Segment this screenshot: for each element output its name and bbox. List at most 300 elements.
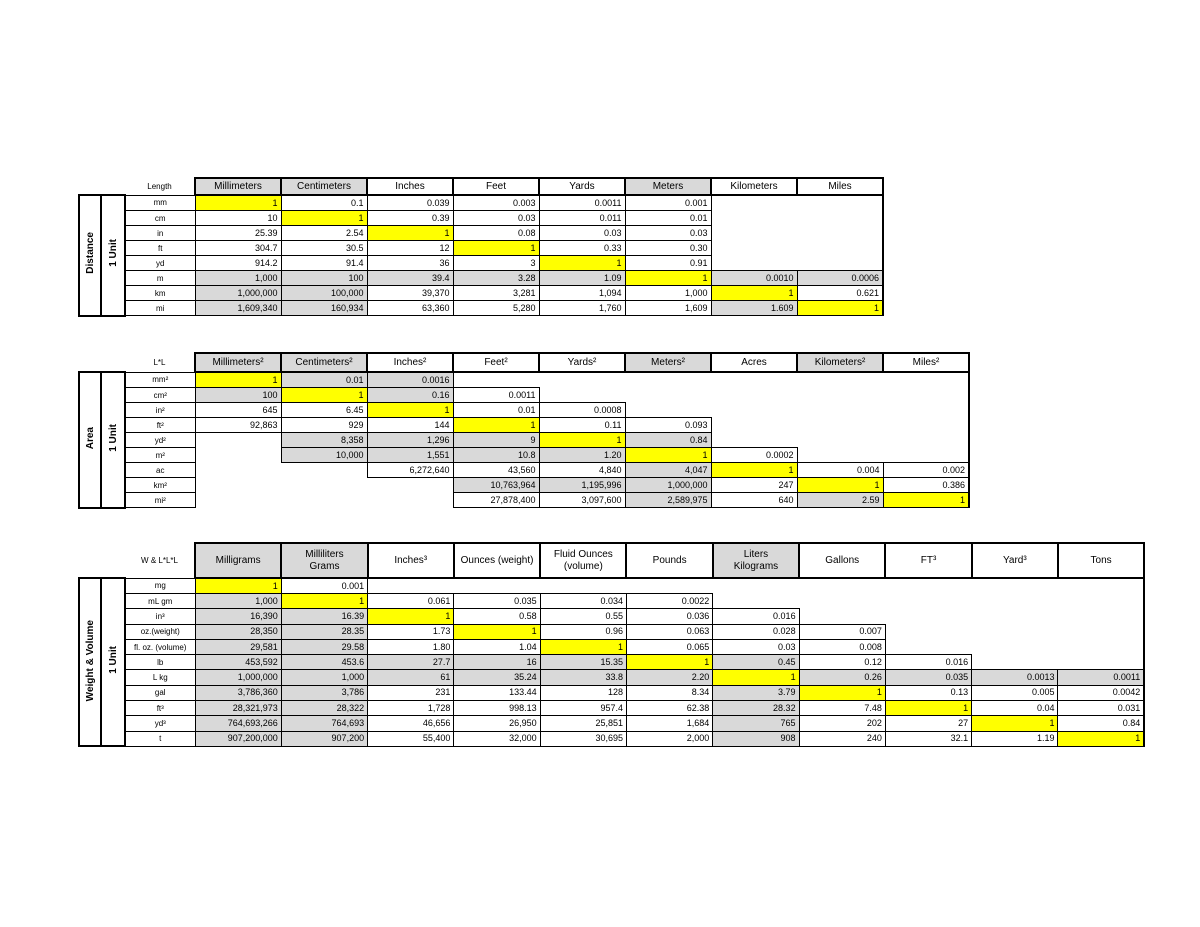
value-cell: 1 [454,624,540,639]
column-header-text: Millimeters² [212,357,264,368]
empty-cell [195,463,281,478]
empty-cell [972,609,1058,624]
value-cell: 0.0011 [453,388,539,403]
column-header-text: Kilometers [730,181,778,192]
empty-cell [711,388,797,403]
empty-cell [797,433,883,448]
value-cell: 3 [453,256,539,271]
value-cell: 1.609 [711,301,797,316]
value-cell: 1,609 [625,301,711,316]
table-row [79,594,1144,609]
empty-cell [972,655,1058,670]
column-header-text: (volume) [563,560,603,572]
row-label: in [125,226,195,241]
value-cell: 1 [281,594,367,609]
value-cell: 240 [799,731,885,746]
value-cell: 0.84 [1058,716,1144,731]
empty-cell [625,388,711,403]
value-cell: 1 [626,655,712,670]
value-cell: 28,350 [195,624,281,639]
value-cell: 247 [711,478,797,493]
value-cell: 0.063 [626,624,712,639]
column-header [453,353,539,372]
value-cell: 144 [367,418,453,433]
value-cell: 231 [368,685,454,700]
row-label: mm [125,195,195,211]
column-header-text: Milligrams [215,554,261,566]
value-cell: 32,000 [454,731,540,746]
value-cell: 26,950 [454,716,540,731]
weight-volume-conversion-table [78,542,1145,747]
value-cell: 9 [453,433,539,448]
value-cell: 2.59 [797,493,883,508]
column-header [539,178,625,195]
column-header [885,543,971,578]
value-cell: 1.80 [368,639,454,654]
value-cell: 1 [713,670,799,685]
empty-cell [367,493,453,508]
value-cell: 63,360 [367,301,453,316]
value-cell: 62.38 [626,701,712,716]
value-cell: 907,200 [281,731,367,746]
table-row [79,211,883,226]
table-row [79,418,969,433]
value-cell: 2.20 [626,670,712,685]
empty-cell [453,372,539,388]
value-cell: 1,000,000 [625,478,711,493]
column-header-text: Pounds [652,554,687,566]
empty-cell [1058,624,1144,639]
table-row [79,701,1144,716]
row-label: cm² [125,388,195,403]
row-label: ft³ [125,701,195,716]
blank-cell [101,543,125,578]
empty-cell [797,211,883,226]
value-cell: 0.065 [626,639,712,654]
column-header-text: Kilometers² [814,357,866,368]
value-cell: 957.4 [540,701,626,716]
table-row [79,716,1144,731]
value-cell: 1 [1058,731,1144,746]
table-row [79,271,883,286]
value-cell: 1 [972,716,1058,731]
table-row [79,685,1144,700]
value-cell: 1 [883,493,969,508]
area-grid [78,352,970,509]
value-cell: 1,000 [281,670,367,685]
value-cell: 0.621 [797,286,883,301]
empty-cell [797,195,883,211]
value-cell: 1,000,000 [195,670,281,685]
value-cell: 2.54 [281,226,367,241]
value-cell: 0.034 [540,594,626,609]
unit-label [101,372,125,508]
value-cell: 36 [367,256,453,271]
value-cell: 0.007 [799,624,885,639]
value-cell: 0.13 [885,685,971,700]
length-grid [78,177,884,317]
column-header-text: Grams [309,560,340,572]
value-cell: 4,840 [539,463,625,478]
column-header [711,353,797,372]
column-header-text: Centimeters² [295,357,353,368]
column-header [281,543,367,578]
column-header [972,543,1058,578]
column-header-text: Ounces (weight) [460,554,534,566]
empty-cell [972,578,1058,594]
value-cell: 1,551 [367,448,453,463]
value-cell: 5,280 [453,301,539,316]
value-cell: 0.0011 [539,195,625,211]
table-row [79,403,969,418]
empty-cell [1058,578,1144,594]
column-header-text: Feet [485,181,506,192]
value-cell: 453.6 [281,655,367,670]
value-cell: 1 [195,578,281,594]
empty-cell [799,594,885,609]
value-cell: 1 [453,418,539,433]
value-cell: 0.036 [626,609,712,624]
empty-cell [711,433,797,448]
column-header [367,178,453,195]
value-cell: 1,000 [195,271,281,286]
value-cell: 1.20 [539,448,625,463]
value-cell: 0.001 [625,195,711,211]
column-header-text: Inches³ [394,554,428,566]
value-cell: 0.093 [625,418,711,433]
table-row [79,433,969,448]
row-label: ac [125,463,195,478]
column-header [797,353,883,372]
value-cell: 30,695 [540,731,626,746]
value-cell: 998.13 [454,701,540,716]
row-label: oz.(weight) [125,624,195,639]
empty-cell [797,388,883,403]
value-cell: 0.96 [540,624,626,639]
value-cell: 100 [281,271,367,286]
value-cell: 0.58 [454,609,540,624]
value-cell: 3.79 [713,685,799,700]
value-cell: 1 [885,701,971,716]
row-label: lb [125,655,195,670]
value-cell: 28.32 [713,701,799,716]
column-header-text: Inches [395,181,425,192]
value-cell: 0.028 [713,624,799,639]
row-label: m [125,271,195,286]
value-cell: 160,934 [281,301,367,316]
row-label: km [125,286,195,301]
value-cell: 0.016 [885,655,971,670]
empty-cell [711,256,797,271]
empty-cell [539,372,625,388]
row-label: mm² [125,372,195,388]
column-header-text: Kilograms [733,560,779,572]
value-cell: 39.4 [367,271,453,286]
value-cell: 1,094 [539,286,625,301]
empty-cell [713,594,799,609]
value-cell: 1,000,000 [195,286,281,301]
value-cell: 1,609,340 [195,301,281,316]
value-cell: 0.26 [799,670,885,685]
empty-cell [797,256,883,271]
value-cell: 0.33 [539,241,625,256]
value-cell: 1 [367,226,453,241]
table-row [79,241,883,256]
empty-cell [797,372,883,388]
unit-label-text: 1 Unit [107,239,119,268]
value-cell: 3.28 [453,271,539,286]
column-header-text: Inches² [393,357,427,368]
value-cell: 0.01 [281,372,367,388]
empty-cell [711,195,797,211]
value-cell: 0.84 [625,433,711,448]
value-cell: 0.011 [539,211,625,226]
table-row [79,731,1144,746]
value-cell: 0.45 [713,655,799,670]
column-header [540,543,626,578]
value-cell: 645 [195,403,281,418]
value-cell: 6.45 [281,403,367,418]
empty-cell [883,403,969,418]
table-row [79,578,1144,594]
row-label: mi [125,301,195,316]
column-header-text: Milliliters [305,548,344,560]
value-cell: 1 [281,211,367,226]
row-label: mL gm [125,594,195,609]
value-cell: 0.005 [972,685,1058,700]
empty-cell [195,493,281,508]
column-header [281,178,367,195]
value-cell: 32.1 [885,731,971,746]
value-cell: 3,786,360 [195,685,281,700]
value-cell: 0.035 [885,670,971,685]
table-row [79,286,883,301]
column-header [195,543,281,578]
value-cell: 1,195,996 [539,478,625,493]
value-cell: 0.12 [799,655,885,670]
empty-cell [711,211,797,226]
unit-label [101,195,125,316]
value-cell: 0.03 [539,226,625,241]
value-cell: 1,760 [539,301,625,316]
empty-cell [540,578,626,594]
empty-cell [625,372,711,388]
value-cell: 0.035 [454,594,540,609]
row-label: in² [125,403,195,418]
table-row [79,388,969,403]
row-label: in³ [125,609,195,624]
column-header-text: FT³ [920,554,937,566]
value-cell: 1 [367,403,453,418]
value-cell: 4,047 [625,463,711,478]
value-cell: 1 [540,639,626,654]
empty-cell [367,478,453,493]
value-cell: 453,592 [195,655,281,670]
value-cell: 1 [799,685,885,700]
empty-cell [883,372,969,388]
blank-cell [101,353,125,372]
empty-cell [883,418,969,433]
value-cell: 1 [195,195,281,211]
column-header [711,178,797,195]
blank-cell [79,353,101,372]
value-cell: 27,878,400 [453,493,539,508]
table-row [79,372,969,388]
value-cell: 10,763,964 [453,478,539,493]
column-header-text: Gallons [825,554,860,566]
row-label: yd² [125,433,195,448]
empty-cell [885,624,971,639]
value-cell: 0.03 [713,639,799,654]
row-label: mg [125,578,195,594]
value-cell: 29.58 [281,639,367,654]
value-cell: 0.0010 [711,271,797,286]
group-label [79,578,101,746]
column-header-text: Yards [569,181,595,192]
empty-cell [539,388,625,403]
column-header [367,353,453,372]
blank-cell [101,178,125,195]
value-cell: 929 [281,418,367,433]
unit-label-text: 1 Unit [107,646,119,675]
area-conversion-table [78,352,970,509]
value-cell: 25.39 [195,226,281,241]
table-row [79,639,1144,654]
value-cell: 1,684 [626,716,712,731]
value-cell: 914.2 [195,256,281,271]
empty-cell [195,433,281,448]
empty-cell [1058,639,1144,654]
empty-cell [454,578,540,594]
empty-cell [799,609,885,624]
column-header [453,178,539,195]
value-cell: 907,200,000 [195,731,281,746]
value-cell: 1.09 [539,271,625,286]
value-cell: 1 [453,241,539,256]
table-title: W & L*L*L [141,555,178,565]
column-header [626,543,712,578]
row-label: km² [125,478,195,493]
column-header-text: Acres [741,357,767,368]
column-header [195,178,281,195]
value-cell: 1 [281,388,367,403]
empty-cell [368,578,454,594]
value-cell: 202 [799,716,885,731]
column-header [625,353,711,372]
value-cell: 0.001 [281,578,367,594]
value-cell: 10.8 [453,448,539,463]
empty-cell [711,418,797,433]
table-row [79,463,969,478]
value-cell: 2,589,975 [625,493,711,508]
value-cell: 0.08 [453,226,539,241]
value-cell: 0.04 [972,701,1058,716]
value-cell: 39,370 [367,286,453,301]
value-cell: 1.19 [972,731,1058,746]
empty-cell [885,609,971,624]
value-cell: 0.03 [625,226,711,241]
group-label-text: Area [84,426,96,449]
empty-cell [713,578,799,594]
value-cell: 908 [713,731,799,746]
column-header-text: Millimeters [214,181,262,192]
column-header [368,543,454,578]
empty-cell [797,241,883,256]
empty-cell [1058,655,1144,670]
value-cell: 7.48 [799,701,885,716]
value-cell: 1 [539,256,625,271]
column-header-text: Liters [743,548,769,560]
empty-cell [972,594,1058,609]
table-row [79,493,969,508]
empty-cell [1058,594,1144,609]
value-cell: 0.01 [625,211,711,226]
empty-cell [883,433,969,448]
column-header [625,178,711,195]
value-cell: 0.0016 [367,372,453,388]
value-cell: 29,581 [195,639,281,654]
value-cell: 55,400 [368,731,454,746]
row-label: mi² [125,493,195,508]
value-cell: 1,000 [625,286,711,301]
row-label: yd³ [125,716,195,731]
table-row [79,624,1144,639]
value-cell: 61 [368,670,454,685]
value-cell: 1.73 [368,624,454,639]
table-row [79,609,1144,624]
column-header [1058,543,1144,578]
value-cell: 91.4 [281,256,367,271]
value-cell: 1 [797,301,883,316]
value-cell: 100 [195,388,281,403]
row-label: t [125,731,195,746]
value-cell: 1 [368,609,454,624]
empty-cell [281,478,367,493]
value-cell: 28.35 [281,624,367,639]
column-header [281,353,367,372]
column-header-text: Feet² [484,357,508,368]
value-cell: 0.0006 [797,271,883,286]
empty-cell [711,226,797,241]
header-row [79,178,883,195]
value-cell: 764,693 [281,716,367,731]
weight-grid [78,542,1145,747]
blank-cell [79,178,101,195]
unit-label [101,578,125,746]
value-cell: 0.0013 [972,670,1058,685]
value-cell: 8.34 [626,685,712,700]
value-cell: 0.03 [453,211,539,226]
value-cell: 10,000 [281,448,367,463]
row-label: ft [125,241,195,256]
value-cell: 0.39 [367,211,453,226]
value-cell: 128 [540,685,626,700]
column-header-text: Yard³ [1002,554,1027,566]
table-title: Length [147,181,172,191]
length-conversion-table [78,177,884,317]
value-cell: 28,322 [281,701,367,716]
column-header [883,353,969,372]
value-cell: 100,000 [281,286,367,301]
value-cell: 1,728 [368,701,454,716]
table-row [79,448,969,463]
column-header [454,543,540,578]
value-cell: 0.0042 [1058,685,1144,700]
column-header-text: Centimeters [297,181,351,192]
column-header-text: Fluid Ounces [553,548,613,560]
value-cell: 27.7 [368,655,454,670]
value-cell: 0.91 [625,256,711,271]
